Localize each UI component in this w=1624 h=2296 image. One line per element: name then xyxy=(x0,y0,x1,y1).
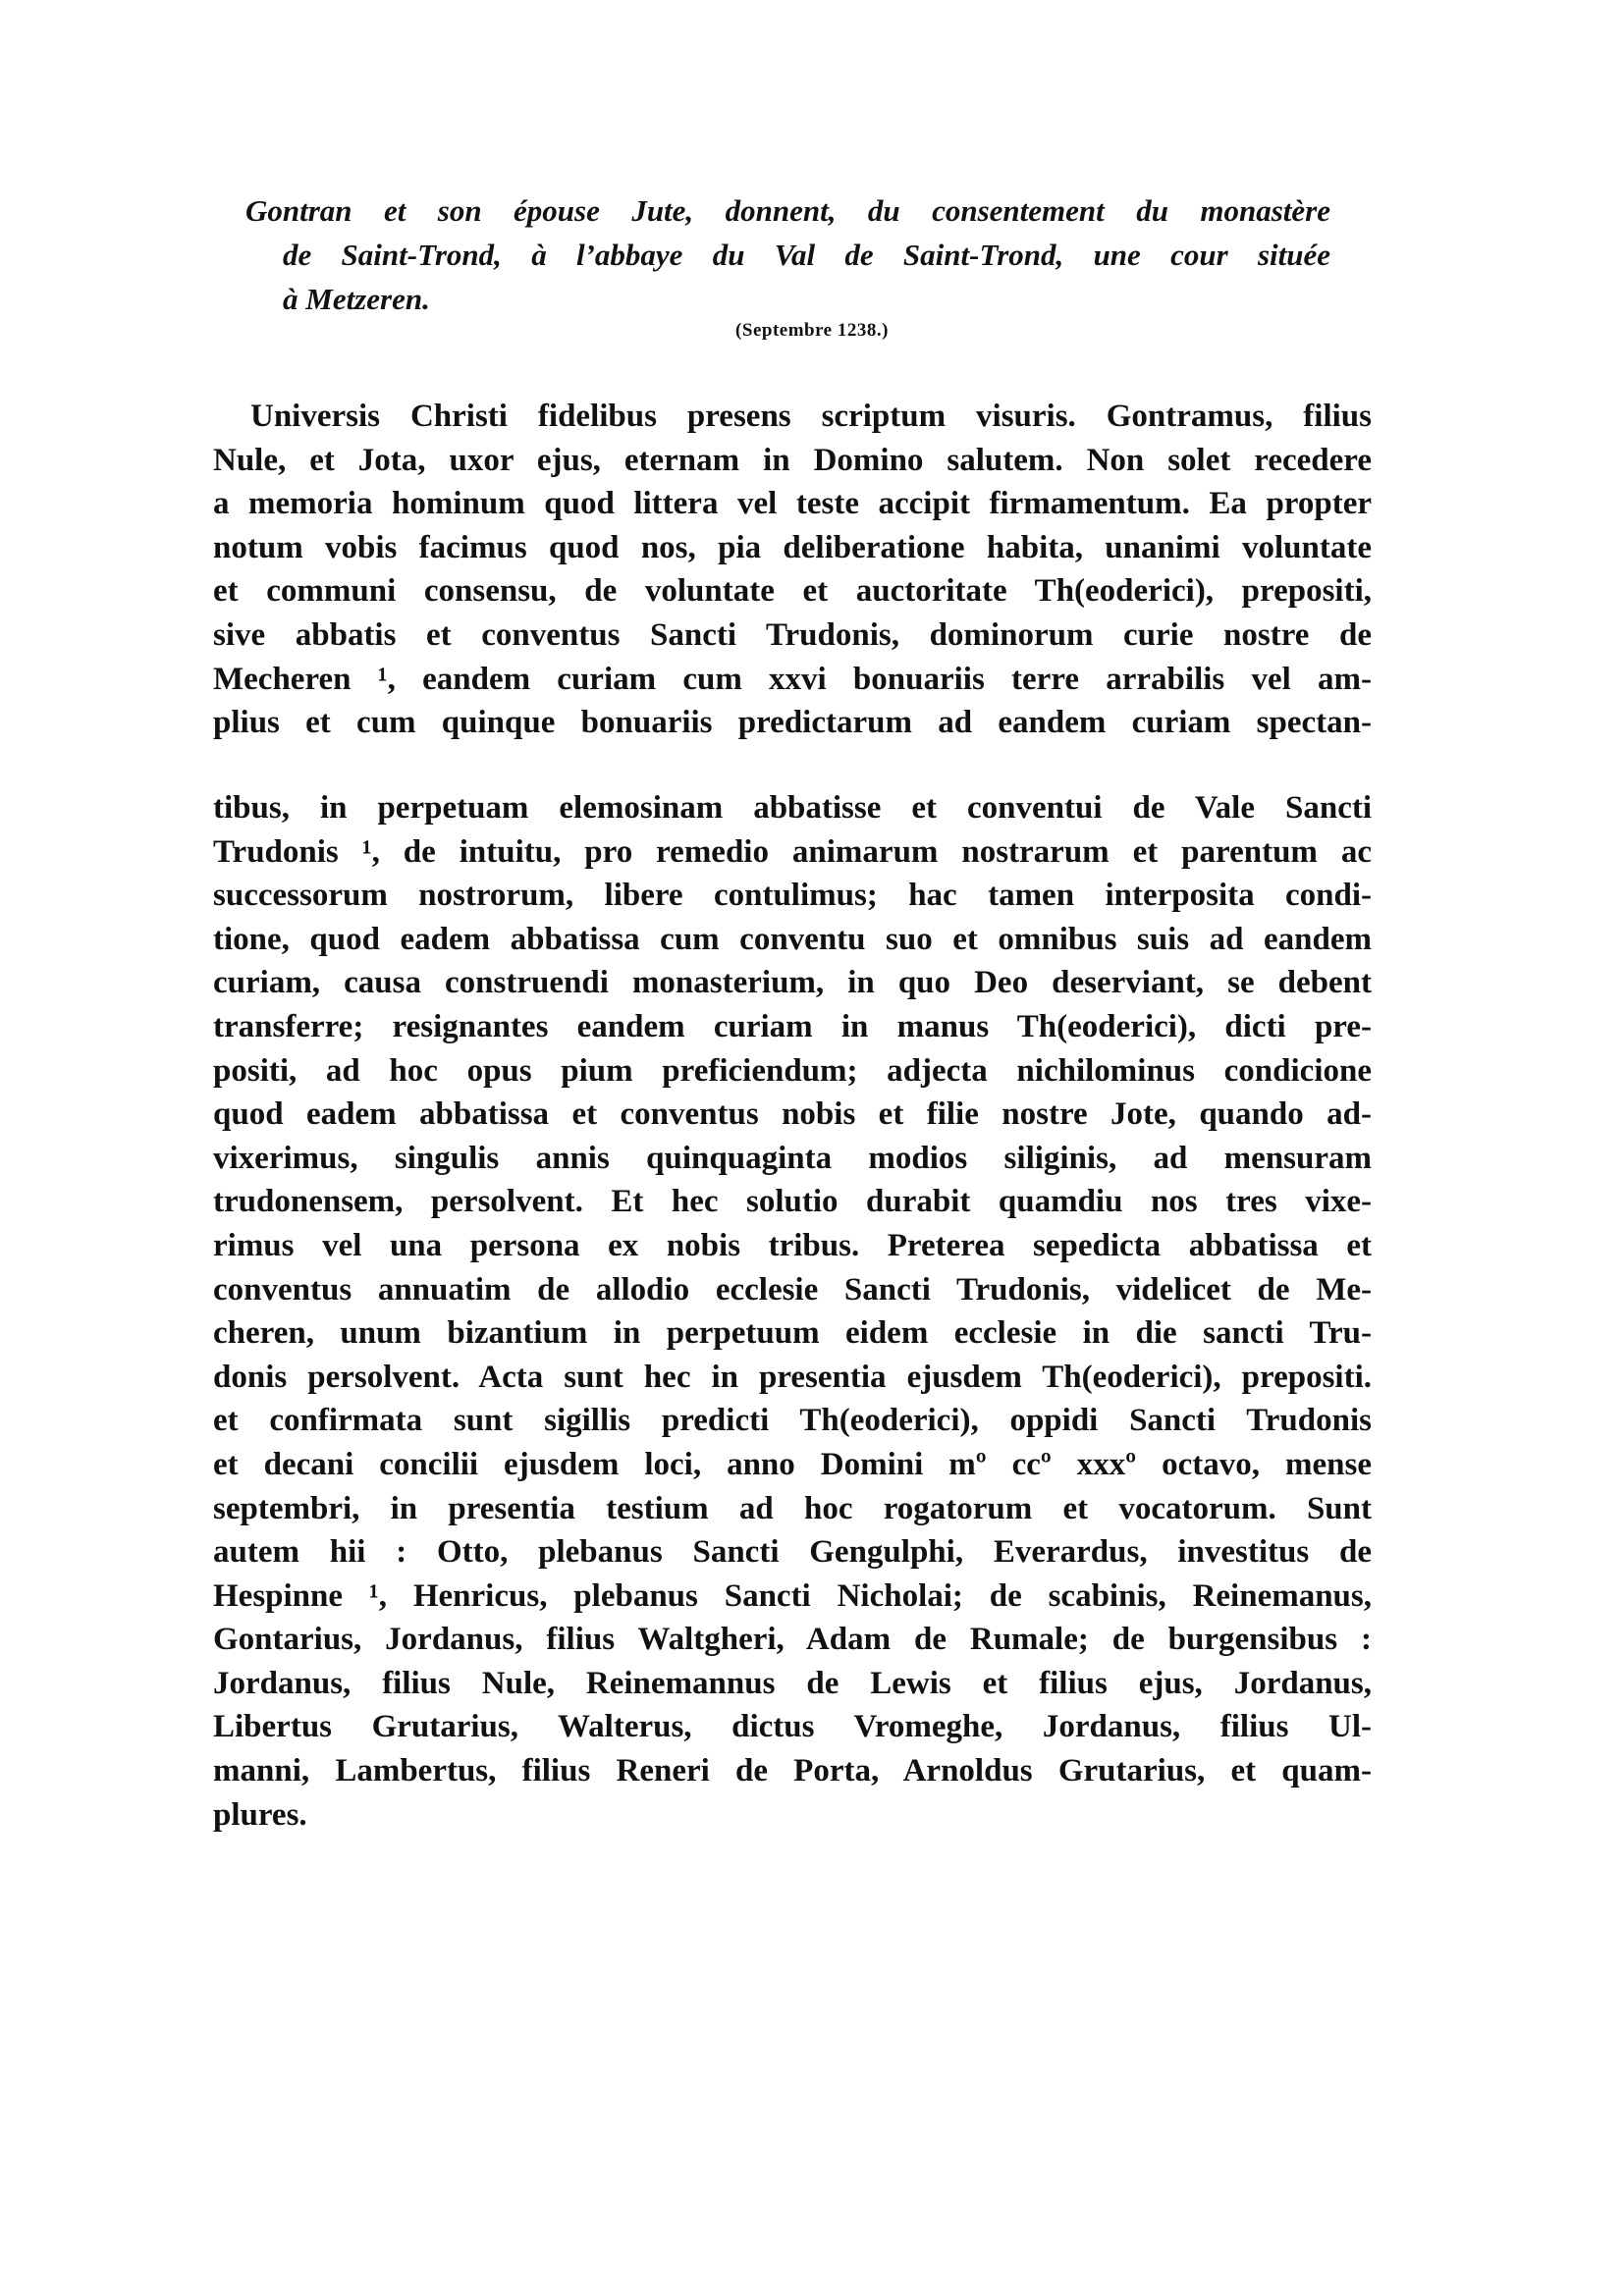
text-line: cheren, unum bizantium in perpetuum eidem ecclesie in die sancti Tru- xyxy=(213,1315,1372,1352)
heading-line: Gontran et son épouse Jute, donnent, du consentement du monastère xyxy=(245,193,1330,228)
text-line: manni, Lambertus, filius Reneri de Porta, Arnoldus Grutarius, et quam- xyxy=(213,1753,1372,1789)
text-line: septembri, in presentia testium ad hoc rogatorum et vocatorum. Sunt xyxy=(213,1490,1372,1526)
text-line: vixerimus, singulis annis quinquaginta modios siliginis, ad mensuram xyxy=(213,1140,1372,1176)
heading-line: à Metzeren. xyxy=(283,282,430,316)
text-line: curiam, causa construendi monasterium, in quo Deo deserviant, se debent xyxy=(213,965,1372,1001)
text-line: donis persolvent. Acta sunt hec in presentia ejusdem Th(eoderici), prepositi. xyxy=(213,1359,1372,1395)
text-line: et confirmata sunt sigillis predicti Th(eoderici), oppidi Sancti Trudonis xyxy=(213,1403,1372,1439)
paragraph-1 xyxy=(213,395,1372,745)
text-line: conventus annuatim de allodio ecclesie Sancti Trudonis, videlicet de Me- xyxy=(213,1271,1372,1308)
text-line: plius et cum quinque bonuariis predictarum ad eandem curiam spectan- xyxy=(213,705,1372,741)
text-line: sive abbatis et conventus Sancti Trudonis, dominorum curie nostre de xyxy=(213,616,1372,653)
text-line: a memoria hominum quod littera vel teste accipit firmamentum. Ea propter xyxy=(213,486,1372,522)
text-line: trudonensem, persolvent. Et hec solutio durabit quamdiu nos tres vixe- xyxy=(213,1184,1372,1220)
text-line: Nule, et Jota, uxor ejus, eternam in Domino salutem. Non solet recedere xyxy=(213,442,1372,478)
text-line: successorum nostrorum, libere contulimus; hac tamen interposita condi- xyxy=(213,878,1372,914)
text-line: Hespinne ¹, Henricus, plebanus Sancti Nicholai; de scabinis, Reinemanus, xyxy=(213,1577,1372,1614)
text-line: Mecheren ¹, eandem curiam cum xxvi bonuariis terre arrabilis vel am- xyxy=(213,661,1372,697)
heading-line: de Saint-Trond, à l’abbaye du Val de Saint-Trond, une cour située xyxy=(283,238,1330,272)
text-line: transferre; resignantes eandem curiam in manus Th(eoderici), dicti pre- xyxy=(213,1008,1372,1044)
text-line: Universis Christi fidelibus presens scriptum visuris. Gontramus, filius xyxy=(250,399,1372,434)
text-line: et decani concilii ejusdem loci, anno Domini mº ccº xxxº octavo, mense xyxy=(213,1446,1372,1482)
text-line: quod eadem abbatissa et conventus nobis et filie nostre Jote, quando ad- xyxy=(213,1096,1372,1133)
text-line: rimus vel una persona ex nobis tribus. Preterea sepedicta abbatissa et xyxy=(213,1227,1372,1263)
text-line: Gontarius, Jordanus, filius Waltgheri, Adam de Rumale; de burgensibus : xyxy=(213,1622,1372,1658)
text-line: plures. xyxy=(213,1796,307,1833)
text-line: autem hii : Otto, plebanus Sancti Gengulphi, Everardus, investitus de xyxy=(213,1534,1372,1571)
text-line: et communi consensu, de voluntate et auctoritate Th(eoderici), prepositi, xyxy=(213,573,1372,610)
text-line: tione, quod eadem abbatissa cum conventu suo et omnibus suis ad eandem xyxy=(213,921,1372,957)
text-line: Libertus Grutarius, Walterus, dictus Vromeghe, Jordanus, filius Ul- xyxy=(213,1709,1372,1745)
text-line: tibus, in perpetuam elemosinam abbatisse et conventui de Vale Sancti xyxy=(213,790,1372,826)
paragraph-2 xyxy=(213,786,1372,1837)
text-line: positi, ad hoc opus pium preficiendum; adjecta nichilominus condicione xyxy=(213,1052,1372,1089)
document-date: (Septembre 1238.) xyxy=(735,320,889,341)
text-line: Jordanus, filius Nule, Reinemannus de Lewis et filius ejus, Jordanus, xyxy=(213,1665,1372,1701)
text-line: Trudonis ¹, de intuitu, pro remedio animarum nostrarum et parentum ac xyxy=(213,833,1372,870)
document-heading xyxy=(245,188,1330,321)
text-line: notum vobis facimus quod nos, pia deliberatione habita, unanimi voluntate xyxy=(213,529,1372,565)
